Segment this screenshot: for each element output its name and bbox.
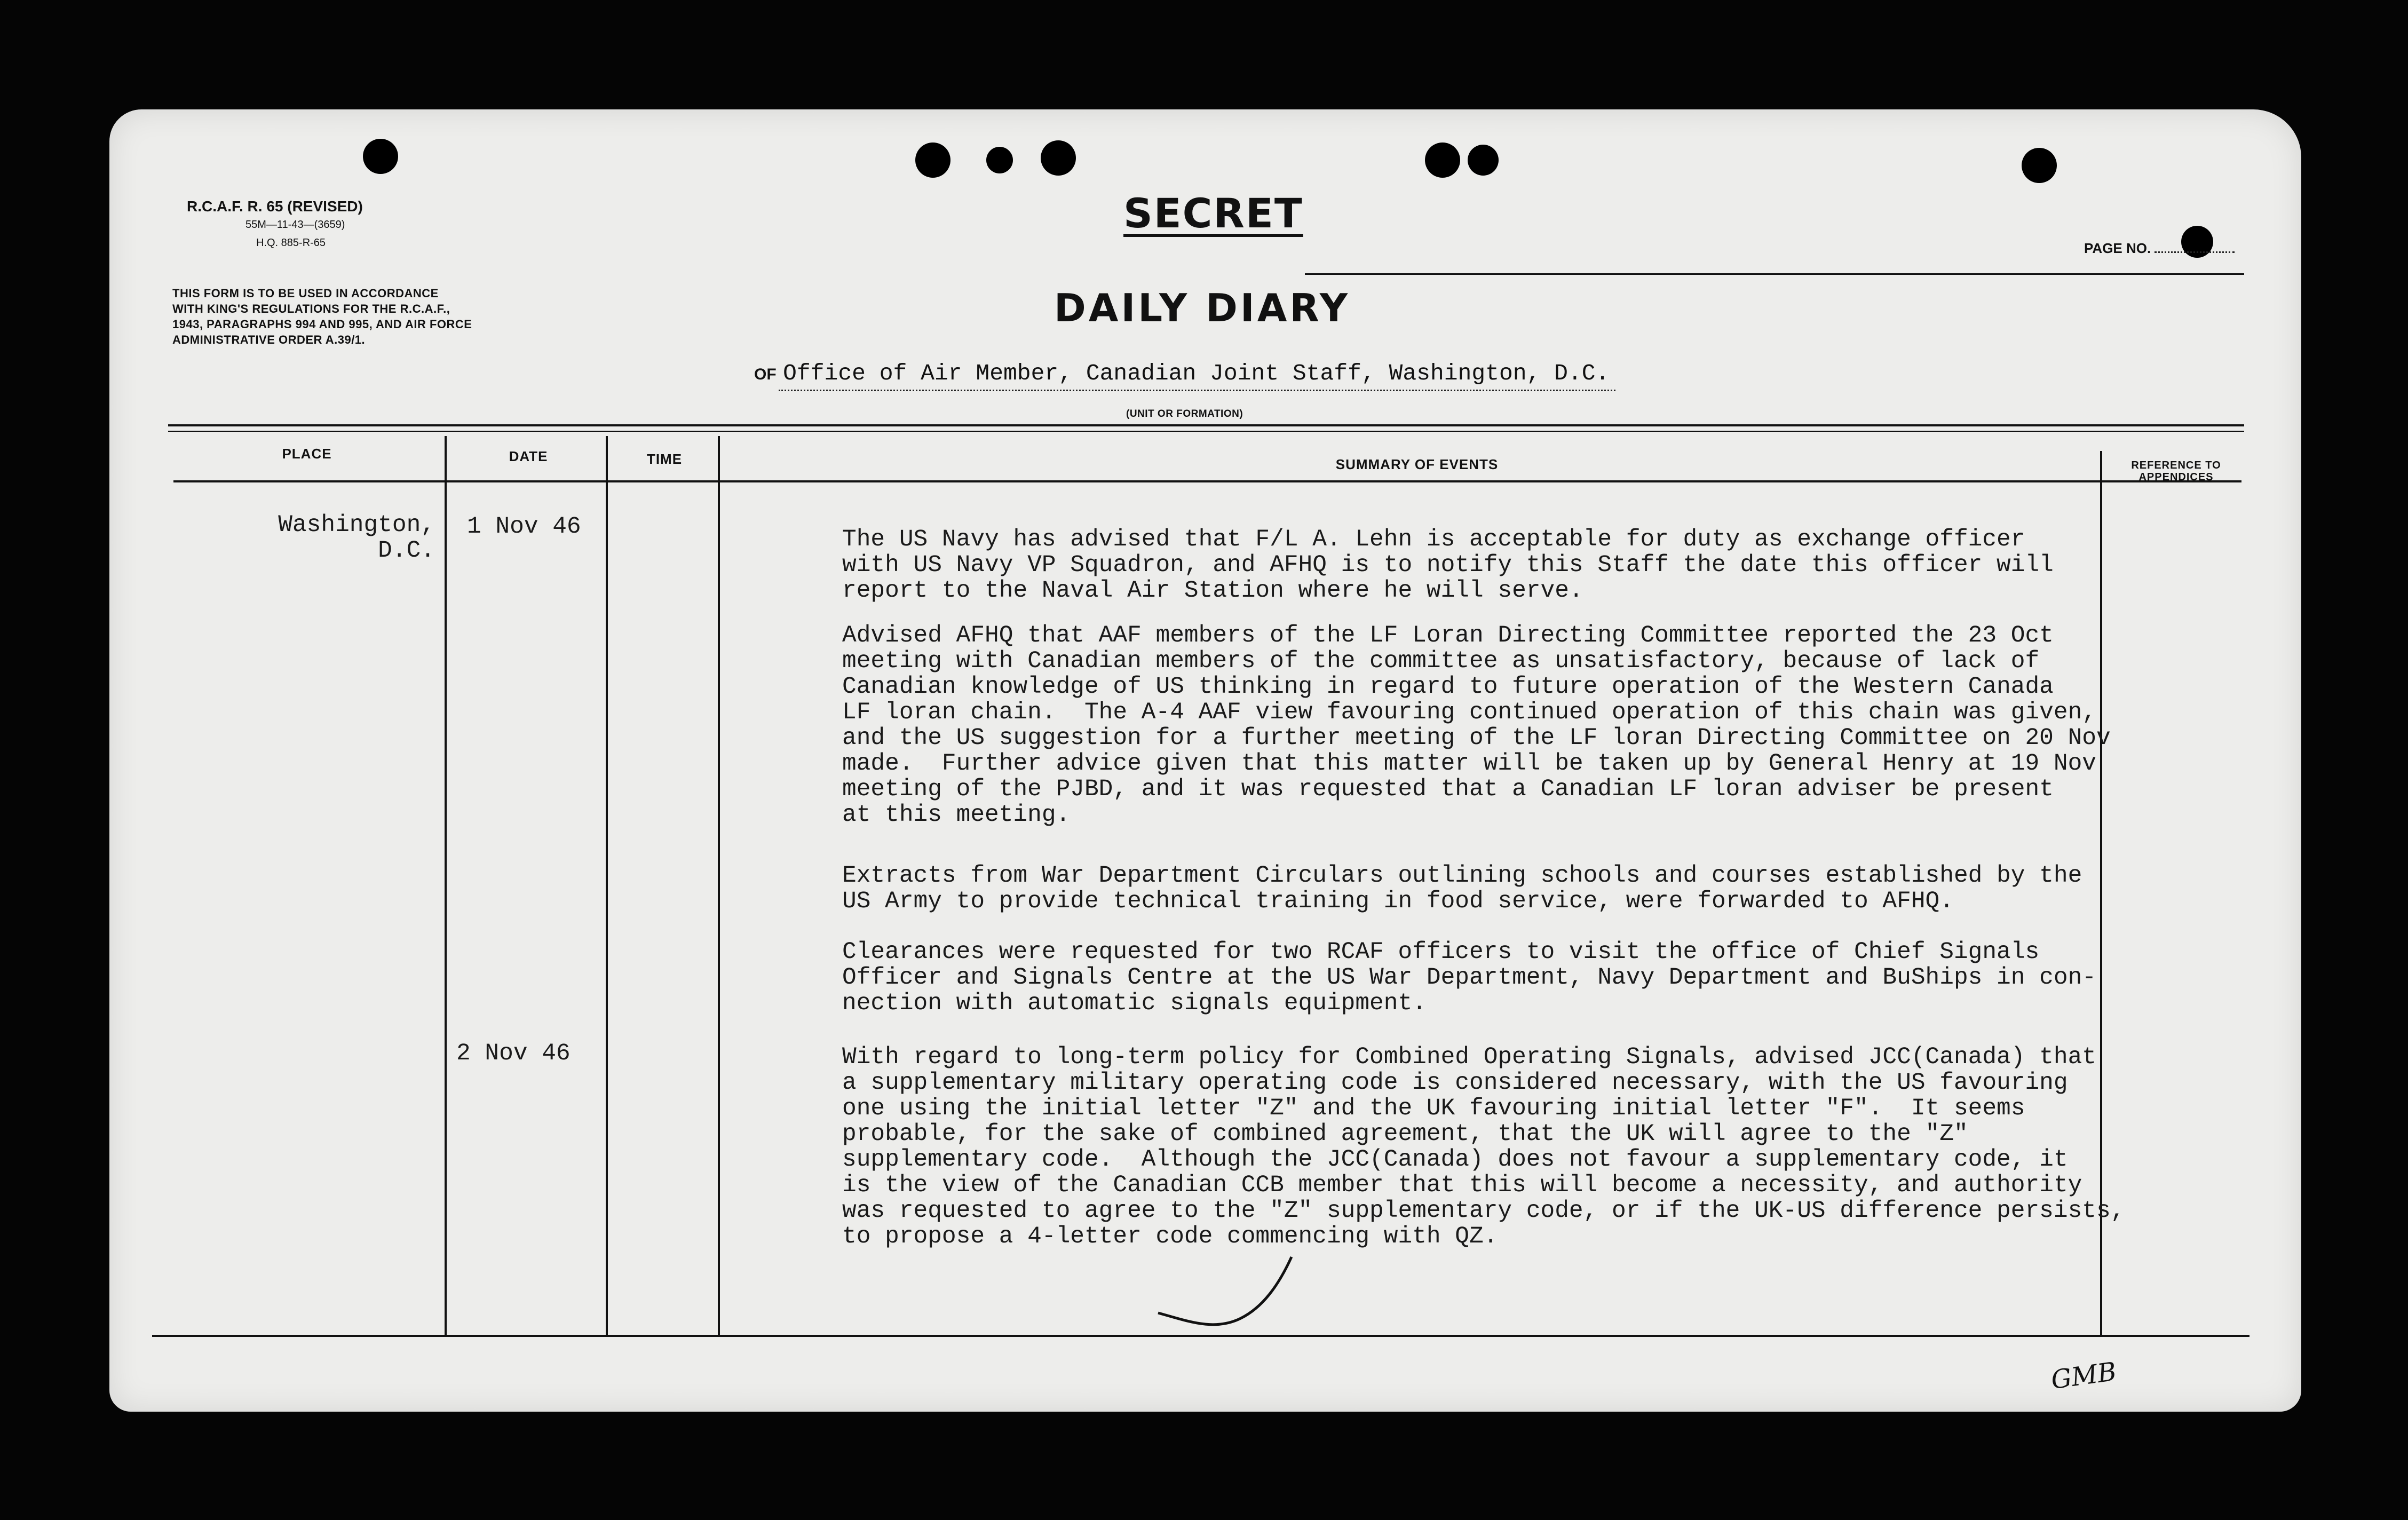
table-top-rule: [168, 424, 2244, 426]
summary-entry-5: With regard to long-term policy for Combined Operating Signals, advised JCC(Canada) that a supplementary military operating code is considered necessary, with the US favouring one using the initial letter "Z" and the UK favouring initial letter "F". It seems probable, for the sake of combined agreement, that the UK will agree to the "Z" supplementary code. Although the JCC(Canada) does not favour a supplementary code, it is the view of the Canadian CCB member that this will become a necessity, and authority was requested to agree to the "Z" supplementary code, or if the UK-US difference persists, to propose a 4-letter code commencing with QZ.: [842, 1044, 2125, 1250]
punch-hole: [363, 139, 398, 174]
diary-page: [109, 109, 2301, 1412]
table-top-rule-2: [168, 431, 2244, 432]
column-divider-date: [606, 436, 608, 1335]
entry-date-2: 2 Nov 46: [456, 1040, 571, 1067]
punch-hole: [1041, 140, 1076, 176]
column-header-place: PLACE: [282, 446, 332, 462]
page-number-label: PAGE NO.: [2084, 240, 2151, 256]
punch-hole: [2022, 148, 2057, 183]
of-label: OF: [754, 366, 777, 383]
pen-stroke: [1155, 1254, 1294, 1334]
punch-hole: [1425, 142, 1460, 178]
form-identifier: [187, 197, 363, 252]
column-header-rule: [173, 480, 2241, 482]
header-rule: [1305, 273, 2244, 275]
punch-hole: [1468, 145, 1499, 176]
form-instruction: THIS FORM IS TO BE USED IN ACCORDANCE WITH KING'S REGULATIONS FOR THE R.C.A.F., 1943, PARAGRAPHS 994 AND 995, AND AIR FORCE ADMINISTRATIVE ORDER A.39/1.: [172, 287, 472, 346]
hq-code: H.Q. 885-R-65: [256, 237, 326, 249]
entry-place: Washington, D.C.: [278, 512, 435, 564]
summary-entry-2: Advised AFHQ that AAF members of the LF Loran Directing Committee reported the 23 Oct meeting with Canadian members of the committee as unsatisfactory, because of lack of Canadian knowledge of US thinking in regard to future operation of the Western Canada LF loran chain. The A-4 AAF view favouring continued operation of this chain was given, and the US suggestion for a further meeting of the LF loran Directing Committee on 20 Nov made. Further advice given that this matter will be taken up by General Henry at 19 Nov meeting of the PJBD, and it was requested that a Canadian LF loran adviser be present at this meeting.: [842, 622, 2111, 828]
column-divider-time: [718, 436, 720, 1335]
punch-hole: [986, 147, 1013, 173]
column-divider-place: [445, 436, 447, 1335]
page-title: DAILY DIARY: [1054, 286, 1351, 330]
unit-line: [754, 360, 1615, 386]
summary-entry-3: Extracts from War Department Circulars outlining schools and courses established by the US Army to provide technical training in food service, were forwarded to AFHQ.: [842, 862, 2082, 915]
column-header-reference: REFERENCE TO APPENDICES: [2131, 460, 2221, 483]
punch-hole: [915, 142, 950, 178]
form-number: R.C.A.F. R. 65 (REVISED): [187, 198, 363, 215]
entry-date-1: 1 Nov 46: [467, 513, 581, 540]
page-number: [2084, 240, 2235, 257]
summary-entry-4: Clearances were requested for two RCAF officers to visit the office of Chief Signals Officer and Signals Centre at the US War Department, Navy Department and BuShips in con- nection with automatic signals equipment.: [842, 939, 2096, 1017]
unit-name: Office of Air Member, Canadian Joint Staff, Washington, D.C.: [779, 360, 1615, 391]
print-code: 55M—11-43—(3659): [245, 219, 345, 231]
column-header-date: DATE: [509, 448, 548, 464]
classification-stamp: SECRET: [1123, 189, 1303, 237]
handwritten-initials: GMB: [2049, 1356, 2119, 1396]
table-bottom-rule: [152, 1335, 2249, 1337]
summary-entry-1: The US Navy has advised that F/L A. Lehn is acceptable for duty as exchange officer with US Navy VP Squadron, and AFHQ is to notify this Staff the date this officer will report to the Naval Air Station where he will serve.: [842, 526, 2054, 604]
column-header-time: TIME: [646, 451, 683, 467]
column-header-summary: SUMMARY OF EVENTS: [1335, 456, 1499, 472]
unit-caption: (UNIT OR FORMATION): [1126, 408, 1243, 419]
